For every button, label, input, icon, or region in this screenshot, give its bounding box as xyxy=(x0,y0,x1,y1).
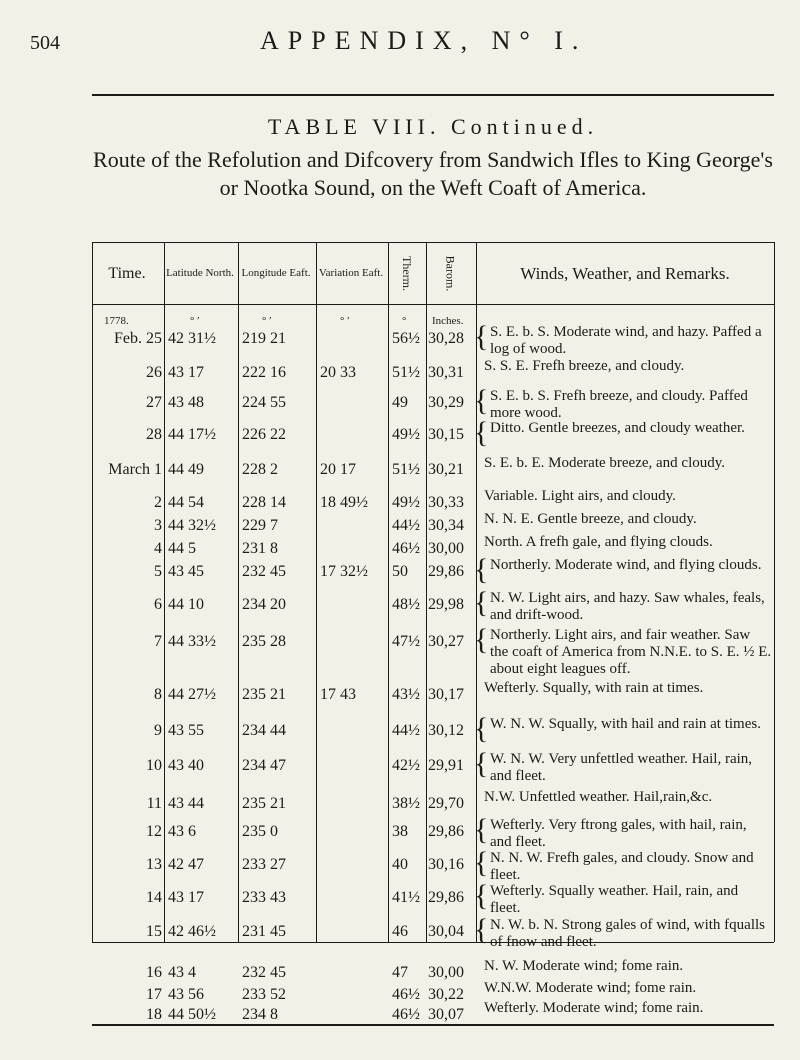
cell-remark: W. N. W. Squally, with hail and rain at times. xyxy=(490,716,761,732)
cell-therm: 46 xyxy=(392,923,408,940)
cell-lon: 235 21 xyxy=(242,686,286,703)
cell-lon: 233 52 xyxy=(242,986,286,1003)
cell-therm: 38½ xyxy=(392,795,420,812)
col-latitude: Latitude North. xyxy=(166,266,234,279)
cell-lat: 42 46½ xyxy=(168,923,216,940)
cell-lat: 43 40 xyxy=(168,757,204,774)
cell-remark: Wefterly. Squally weather. Hail, rain, and fleet. xyxy=(490,883,739,916)
cell-date: 5 xyxy=(154,563,162,580)
cell-date: 27 xyxy=(146,394,162,411)
cell-lon: 232 45 xyxy=(242,563,286,580)
cell-lat: 42 31½ xyxy=(168,330,216,347)
cell-lon: 234 47 xyxy=(242,757,286,774)
cell-barom: 29,86 xyxy=(428,823,464,840)
cell-lat: 44 27½ xyxy=(168,686,216,703)
brace-glyph: { xyxy=(474,846,489,879)
cell-remark: N. W. Light airs, and hazy. Saw whales, feals, and drift-wood. xyxy=(490,590,765,623)
col-time: Time. xyxy=(108,264,146,282)
cell-therm: 49½ xyxy=(392,426,420,443)
cell-barom: 29,86 xyxy=(428,889,464,906)
column-rule xyxy=(164,242,165,942)
cell-therm: 38 xyxy=(392,823,408,840)
cell-var: 17 43 xyxy=(320,686,356,703)
cell-therm: 51½ xyxy=(392,364,420,381)
cell-lon: 232 45 xyxy=(242,964,286,981)
cell-date: 9 xyxy=(154,722,162,739)
cell-barom: 30,17 xyxy=(428,686,464,703)
cell-lat: 43 6 xyxy=(168,823,196,840)
cell-lat: 43 45 xyxy=(168,563,204,580)
cell-remark: S. S. E. Frefh breeze, and cloudy. xyxy=(484,358,685,374)
cell-barom: 30,15 xyxy=(428,426,464,443)
cell-date: 12 xyxy=(146,823,162,840)
cell-barom: 30,31 xyxy=(428,364,464,381)
cell-therm: 41½ xyxy=(392,889,420,906)
cell-barom: 30,33 xyxy=(428,494,464,511)
cell-barom: 29,91 xyxy=(428,757,464,774)
table-frame xyxy=(92,94,774,1026)
cell-barom: 30,27 xyxy=(428,633,464,650)
data-table xyxy=(92,242,774,1023)
cell-lat: 43 48 xyxy=(168,394,204,411)
page-number: 504 xyxy=(30,32,60,54)
cell-remark: N. N. E. Gentle breeze, and cloudy. xyxy=(484,511,697,527)
cell-date: 13 xyxy=(146,856,162,873)
cell-lon: 234 20 xyxy=(242,596,286,613)
cell-lat: 43 17 xyxy=(168,364,204,381)
cell-remark: North. A frefh gale, and flying clouds. xyxy=(484,534,713,550)
cell-lon: 229 7 xyxy=(242,517,278,534)
cell-therm: 47½ xyxy=(392,633,420,650)
cell-date: 26 xyxy=(146,364,162,381)
cell-lon: 234 44 xyxy=(242,722,286,739)
cell-lat: 44 50½ xyxy=(168,1006,216,1023)
cell-lon: 226 22 xyxy=(242,426,286,443)
cell-lat: 44 32½ xyxy=(168,517,216,534)
cell-remark: N. N. W. Frefh gales, and cloudy. Snow and fleet. xyxy=(490,850,754,883)
cell-lat: 43 56 xyxy=(168,986,204,1003)
header-rule xyxy=(92,304,774,305)
cell-therm: 56½ xyxy=(392,330,420,347)
cell-date: 2 xyxy=(154,494,162,511)
brace-glyph: { xyxy=(474,553,489,586)
cell-date: 10 xyxy=(146,757,162,774)
cell-barom: 30,00 xyxy=(428,964,464,981)
cell-therm: 42½ xyxy=(392,757,420,774)
cell-lat: 44 54 xyxy=(168,494,204,511)
cell-therm: 44½ xyxy=(392,517,420,534)
units-lat: ° ′ xyxy=(190,315,200,327)
cell-lat: 43 17 xyxy=(168,889,204,906)
cell-remark: W.N.W. Moderate wind; fome rain. xyxy=(484,980,697,996)
cell-therm: 49 xyxy=(392,394,408,411)
cell-lon: 228 2 xyxy=(242,461,278,478)
cell-remark: Ditto. Gentle breezes, and cloudy weather. xyxy=(490,420,745,436)
cell-date: 11 xyxy=(146,795,162,812)
cell-remark: S. E. b. S. Frefh breeze, and cloudy. Paffed more wood. xyxy=(490,388,748,421)
cell-remark: Wefterly. Very ftrong gales, with hail, rain, and fleet. xyxy=(490,817,747,850)
cell-barom: 29,98 xyxy=(428,596,464,613)
brace-glyph: { xyxy=(474,879,489,912)
cell-var: 18 49½ xyxy=(320,494,368,511)
cell-barom: 30,28 xyxy=(428,330,464,347)
cell-date: Feb. 25 xyxy=(114,330,162,347)
cell-lat: 44 5 xyxy=(168,540,196,557)
cell-lon: 219 21 xyxy=(242,330,286,347)
brace-glyph: { xyxy=(474,623,489,656)
col-barometer xyxy=(426,242,474,304)
cell-lat: 44 33½ xyxy=(168,633,216,650)
units-year: 1778. xyxy=(104,315,129,327)
cell-date: March 1 xyxy=(108,461,162,478)
brace-glyph: { xyxy=(474,586,489,619)
cell-barom: 29,86 xyxy=(428,563,464,580)
cell-therm: 50 xyxy=(392,563,408,580)
units-barom: Inches. xyxy=(432,315,464,327)
cell-remark: S. E. b. E. Moderate breeze, and cloudy. xyxy=(484,455,726,471)
cell-date: 3 xyxy=(154,517,162,534)
cell-barom: 30,22 xyxy=(428,986,464,1003)
cell-date: 28 xyxy=(146,426,162,443)
units-var: ° ′ xyxy=(340,315,350,327)
column-rule xyxy=(774,242,775,942)
cell-lon: 233 27 xyxy=(242,856,286,873)
units-therm: ° xyxy=(402,315,407,327)
brace-glyph: { xyxy=(474,320,489,353)
cell-barom: 30,21 xyxy=(428,461,464,478)
cell-lon: 235 0 xyxy=(242,823,278,840)
page-header xyxy=(30,22,770,62)
column-rule xyxy=(426,242,427,942)
cell-remark: Wefterly. Squally, with rain at times. xyxy=(484,680,704,696)
cell-barom: 30,29 xyxy=(428,394,464,411)
col-winds: Winds, Weather, and Remarks. xyxy=(520,263,730,283)
cell-remark: W. N. W. Very unfettled weather. Hail, rain, and fleet. xyxy=(490,751,753,784)
cell-therm: 46½ xyxy=(392,986,420,1003)
cell-remark: N. W. Moderate wind; fome rain. xyxy=(484,958,684,974)
cell-date: 7 xyxy=(154,633,162,650)
cell-lon: 233 43 xyxy=(242,889,286,906)
cell-therm: 43½ xyxy=(392,686,420,703)
cell-barom: 30,00 xyxy=(428,540,464,557)
cell-remark: N.W. Unfettled weather. Hail,rain,&c. xyxy=(484,789,713,805)
cell-remark: N. W. b. N. Strong gales of wind, with fqualls of fnow and fleet. xyxy=(490,917,765,950)
cell-barom: 30,16 xyxy=(428,856,464,873)
cell-remark: Northerly. Light airs, and fair weather. Saw the coaft of America from N.N.E. to S. E. ½ E. about eight leagues off. xyxy=(490,627,772,677)
cell-lon: 235 28 xyxy=(242,633,286,650)
cell-lon: 235 21 xyxy=(242,795,286,812)
table-subtitle: Route of the Refolution and Difcovery from Sandwich Ifles to King George's or Nootka Sound, on the Weft Coaft of America. xyxy=(93,147,773,200)
cell-barom: 30,07 xyxy=(428,1006,464,1023)
cell-barom: 30,04 xyxy=(428,923,464,940)
cell-remark: S. E. b. S. Moderate wind, and hazy. Paffed a log of wood. xyxy=(490,324,762,357)
cell-lat: 43 44 xyxy=(168,795,204,812)
col-longitude: Longitude Eaft. xyxy=(241,266,311,279)
cell-lon: 222 16 xyxy=(242,364,286,381)
brace-glyph: { xyxy=(474,712,489,745)
cell-therm: 46½ xyxy=(392,540,420,557)
units-lon: ° ′ xyxy=(262,315,272,327)
cell-therm: 44½ xyxy=(392,722,420,739)
cell-lon: 224 55 xyxy=(242,394,286,411)
cell-therm: 51½ xyxy=(392,461,420,478)
column-rule xyxy=(316,242,317,942)
running-head: APPENDIX, N° I. xyxy=(260,26,588,55)
brace-glyph: { xyxy=(474,384,489,417)
cell-lon: 234 8 xyxy=(242,1006,278,1023)
cell-lat: 43 55 xyxy=(168,722,204,739)
brace-glyph: { xyxy=(474,813,489,846)
cell-var: 17 32½ xyxy=(320,563,368,580)
cell-date: 17 xyxy=(146,986,162,1003)
cell-remark: Variable. Light airs, and cloudy. xyxy=(484,488,676,504)
cell-lon: 231 45 xyxy=(242,923,286,940)
table-title: TABLE VIII. Continued. xyxy=(267,114,599,139)
cell-lon: 228 14 xyxy=(242,494,286,511)
brace-glyph: { xyxy=(474,747,489,780)
cell-date: 18 xyxy=(146,1006,162,1023)
cell-therm: 46½ xyxy=(392,1006,420,1023)
cell-barom: 29,70 xyxy=(428,795,464,812)
cell-date: 15 xyxy=(146,923,162,940)
cell-lat: 43 4 xyxy=(168,964,196,981)
cell-lat: 42 47 xyxy=(168,856,204,873)
brace-glyph: { xyxy=(474,913,489,946)
cell-date: 16 xyxy=(146,964,162,981)
cell-therm: 47 xyxy=(392,964,408,981)
col-thermometer xyxy=(388,242,424,304)
cell-var: 20 17 xyxy=(320,461,356,478)
cell-lat: 44 49 xyxy=(168,461,204,478)
cell-therm: 40 xyxy=(392,856,408,873)
cell-date: 8 xyxy=(154,686,162,703)
cell-var: 20 33 xyxy=(320,364,356,381)
brace-glyph: { xyxy=(474,416,489,449)
cell-date: 4 xyxy=(154,540,162,557)
col-variation: Variation Eaft. xyxy=(318,266,384,279)
cell-date: 6 xyxy=(154,596,162,613)
col-barometer-label: Barom. xyxy=(443,255,458,291)
column-rule xyxy=(388,242,389,942)
cell-remark: Wefterly. Moderate wind; fome rain. xyxy=(484,1000,704,1016)
cell-therm: 48½ xyxy=(392,596,420,613)
cell-barom: 30,34 xyxy=(428,517,464,534)
cell-barom: 30,12 xyxy=(428,722,464,739)
cell-lat: 44 10 xyxy=(168,596,204,613)
cell-remark: Northerly. Moderate wind, and flying clouds. xyxy=(490,557,762,573)
cell-lat: 44 17½ xyxy=(168,426,216,443)
col-thermometer-label: Therm. xyxy=(399,255,414,291)
cell-therm: 49½ xyxy=(392,494,420,511)
cell-date: 14 xyxy=(146,889,162,906)
column-rule xyxy=(238,242,239,942)
cell-lon: 231 8 xyxy=(242,540,278,557)
